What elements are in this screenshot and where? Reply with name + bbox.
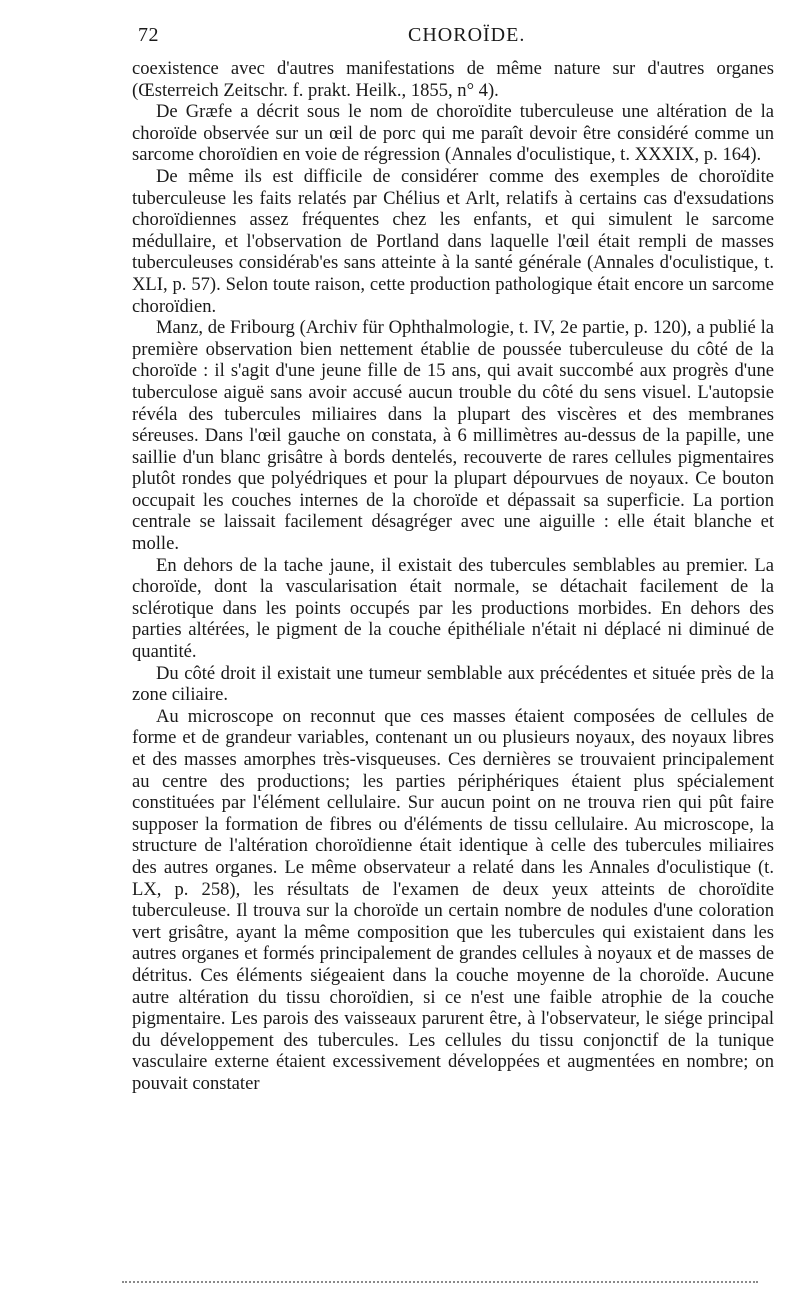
paragraph-graefe: De Græfe a décrit sous le nom de choroïdite tuberculeuse une altération de la choroïde observée sur un œil de porc qui me paraît devoir être considéré comme un sarcome choroïdien en voie de régression (Annales d'oculistique, t. XXXIX, p. 164).: [132, 101, 774, 166]
paragraph-microscope: Au microscope on reconnut que ces masses étaient composées de cellules de forme et de grandeur variables, contenant un ou plusieurs noyaux, des noyaux libres et des masses amorphes très-visqueuses. Ces dernières se trouvaient principalement au centre des productions; les parties périphériques étaient plus spécialement constituées par l'élément cellulaire. Sur aucun point on ne trouva rien qui pût faire supposer la formation de fibres ou d'éléments de tissu cellulaire. Au microscope, la structure de l'altération choroïdienne était identique à celle des tubercules miliaires des autres organes. Le même observateur a relaté dans les Annales d'oculistique (t. LX, p. 258), les résultats de l'examen de deux yeux atteints de choroïdite tuberculeuse. Il trouva sur la choroïde un certain nombre de nodules d'une coloration vert grisâtre, ayant la même composition que les tubercules qui existaient dans les autres organes et formés principalement de grandes cellules à noyaux et de masses de détritus. Ces éléments siégeaient dans la couche moyenne de la choroïde. Aucune autre altération du tissu choroïdien, si ce n'est une faible atrophie de la couche pigmentaire. Les parois des vaisseaux parurent être, à l'observateur, le siége principal du développement des tubercules. Les cellules du tissu conjonctif de la tunique vasculaire externe étaient excessivement développées et augmentées en nombre; on pouvait constater: [132, 705, 774, 1094]
paragraph-cote-droit: Du côté droit il existait une tumeur semblable aux précédentes et située près de la zone ciliaire.: [132, 662, 774, 706]
paragraph-continuation: coexistence avec d'autres manifestations de même nature sur d'autres organes (Œsterreich Zeitschr. f. prakt. Heilk., 1855, n° 4).: [132, 58, 774, 101]
page-number: 72: [138, 24, 159, 46]
body-text: [132, 58, 774, 1095]
footer-dotted-rule: [122, 1281, 758, 1283]
paragraph-manz: Manz, de Fribourg (Archiv für Ophthalmologie, t. IV, 2e partie, p. 120), a publié la première observation bien nettement établie de poussée tuberculeuse du côté de la choroïde : il s'agit d'une jeune fille de 15 ans, qui avait succombé aux progrès d'une tuberculose aiguë sans avoir accusé aucun trouble du côté du sens visuel. L'autopsie révéla des tubercules miliaires dans la plupart des viscères et des membranes séreuses. Dans l'œil gauche on constata, à 6 millimètres au-dessus de la papille, une saillie d'un blanc grisâtre à bords dentelés, recouverte de rares cellules pigmentaires plutôt rondes que polyédriques et pour la plupart dépourvues de noyaux. Ce bouton occupait les couches internes de la choroïde et dépassait sa superficie. La portion centrale se laissait facilement désagréger avec une aiguille : elle était blanche et molle.: [132, 317, 774, 555]
running-title: CHOROÏDE.: [408, 24, 526, 46]
paragraph-tache-jaune: En dehors de la tache jaune, il existait des tubercules semblables au premier. La choroïde, dont la vascularisation était normale, se détachait facilement de la sclérotique dans les points occupés par les productions morbides. En dehors des parties altérées, le pigment de la couche épithéliale n'était ni déplacé ni diminué de quantité.: [132, 554, 774, 663]
page-header: [138, 24, 768, 54]
paragraph-chelius-arlt: De même ils est difficile de considérer comme des exemples de choroïdite tuberculeuse les faits relatés par Chélius et Arlt, relatifs à certains cas d'exsudations choroïdiennes assez fréquentes chez les enfants, et qui simulent le sarcome médullaire, et l'observation de Portland dans laquelle l'œil était rempli de masses tuberculeuses considérab'es sans atteinte à la santé générale (Annales d'oculistique, t. XLI, p. 57). Selon toute raison, cette production pathologique était encore un sarcome choroïdien.: [132, 165, 774, 317]
